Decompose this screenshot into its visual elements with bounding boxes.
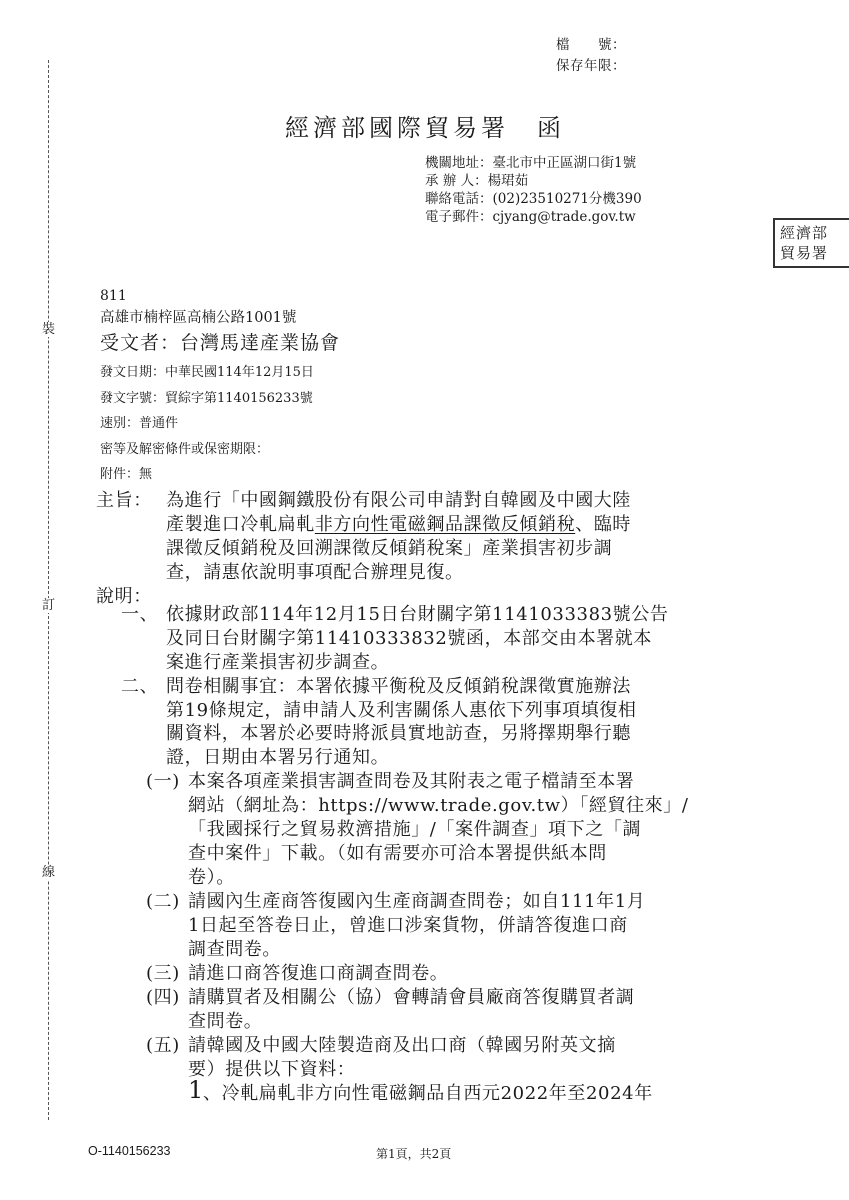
sub-item-2-line-1: 請國內生產商答復國內生產商調查問卷；如自111年1月 bbox=[188, 891, 646, 912]
sub-item-2-marker: (二) bbox=[146, 891, 180, 912]
item-2-line-4: 證，日期由本署另行通知。 bbox=[166, 747, 390, 768]
sub-item-1-line-5: 卷）。 bbox=[188, 867, 235, 888]
recipient-name: 受文者：台灣馬達產業協會 bbox=[100, 332, 341, 354]
contact-address: 機關地址：臺北市中正區湖口街1號 bbox=[425, 155, 637, 171]
item-1-marker: 一、 bbox=[121, 604, 159, 625]
attachment: 附件：無 bbox=[100, 467, 153, 482]
margin-label-line: 線 bbox=[41, 865, 55, 880]
sub-item-2-line-2: 1日起至答卷日止，曾進口涉案貨物，併請答復進口商 bbox=[188, 915, 628, 936]
document-number: 發文字號：貿綜字第1140156233號 bbox=[100, 391, 313, 406]
sub-item-1-line-1: 本案各項產業損害調查問卷及其附表之電子檔請至本署 bbox=[188, 771, 635, 792]
item-1-line-3: 案進行產業損害初步調查。 bbox=[166, 652, 390, 673]
contact-email: 電子郵件：cjyang@trade.gov.tw bbox=[425, 209, 636, 225]
sub-item-5-marker: (五) bbox=[146, 1035, 180, 1056]
sub-item-3-line-1: 請進口商答復進口商調查問卷。 bbox=[188, 963, 449, 984]
binding-margin-line bbox=[48, 60, 49, 1120]
sub-item-3-marker: (三) bbox=[146, 963, 180, 984]
subject-line-3: 課徵反傾銷稅及回溯課徵反傾銷稅案」產業損害初步調 bbox=[166, 538, 613, 559]
sub-item-5-line-1: 請韓國及中國大陸製造商及出口商（韓國另附英文摘 bbox=[188, 1035, 616, 1056]
item-2-line-1: 問卷相關事宜：本署依據平衡稅及反傾銷稅課徵實施辦法 bbox=[166, 676, 631, 697]
product-name-underlined: 非方向性電磁鋼品課徵反傾銷稅 bbox=[314, 514, 576, 535]
sub-item-5-line-2: 要）提供以下資料： bbox=[188, 1059, 356, 1080]
secrecy-level: 密等及解密條件或保密期限： bbox=[100, 442, 270, 457]
margin-label-binding: 裝 bbox=[41, 322, 55, 337]
item-2-line-2: 第19條規定，請申請人及利害關係人惠依下列事項填復相 bbox=[166, 700, 637, 721]
item-2-marker: 二、 bbox=[121, 676, 159, 697]
margin-label-order: 訂 bbox=[41, 598, 55, 613]
recipient-address: 高雄市楠梓區高楠公路1001號 bbox=[100, 310, 297, 326]
seal-line-1: 經濟部 bbox=[780, 224, 829, 242]
sub-item-1-line-4: 查中案件」下載。（如有需要亦可洽本署提供紙本問 bbox=[188, 843, 607, 864]
subject-label: 主旨： bbox=[96, 490, 152, 511]
footer-doc-code: O-1140156233 bbox=[88, 1144, 171, 1158]
item-2-line-3: 關資料，本署於必要時將派員實地訪查，另將擇期舉行聽 bbox=[166, 723, 631, 744]
sub-item-4-line-1: 請購買者及相關公（協）會轉請會員廠商答復購買者調 bbox=[188, 987, 635, 1008]
postal-code: 811 bbox=[100, 288, 127, 304]
file-number-label: 檔 號： bbox=[556, 37, 626, 53]
retention-label: 保存年限： bbox=[556, 58, 626, 74]
contact-handler: 承 辦 人：楊珺茹 bbox=[425, 173, 529, 189]
contact-phone: 聯絡電話：(02)23510271分機390 bbox=[425, 191, 642, 207]
footer-page-number: 第1頁，共2頁 bbox=[376, 1147, 452, 1161]
seal-line-2: 貿易署 bbox=[780, 244, 829, 262]
agency-seal bbox=[773, 218, 849, 268]
sub-item-4-marker: (四) bbox=[146, 987, 180, 1008]
document-title: 經濟部國際貿易署 函 bbox=[285, 114, 565, 142]
sub-item-4-line-2: 查問卷。 bbox=[188, 1011, 263, 1032]
sub-item-2-line-3: 調查問卷。 bbox=[188, 939, 281, 960]
subject-line-4: 查，請惠依說明事項配合辦理見復。 bbox=[166, 562, 464, 583]
sub-item-1-line-2: 網站（網址為：https://www.trade.gov.tw）「經貿往來」/ bbox=[188, 795, 689, 816]
sub-item-1-marker: (一) bbox=[146, 771, 180, 792]
subject-line-2: 產製進口冷軋扁軋非方向性電磁鋼品課徵反傾銷稅、臨時 bbox=[166, 514, 632, 535]
delivery-speed: 速別：普通件 bbox=[100, 416, 179, 431]
issue-date: 發文日期：中華民國114年12月15日 bbox=[100, 365, 314, 380]
point-1-marker: 1 bbox=[188, 1076, 204, 1104]
sub-item-1-line-3: 「我國採行之貿易救濟措施」/「案件調查」項下之「調 bbox=[188, 819, 642, 840]
item-1-line-1: 依據財政部114年12月15日台財關字第1141033383號公告 bbox=[166, 604, 669, 625]
subject-line-1: 為進行「中國鋼鐵股份有限公司申請對自韓國及中國大陸 bbox=[166, 490, 631, 511]
item-1-line-2: 及同日台財關字第11410333832號函，本部交由本署就本 bbox=[166, 628, 652, 649]
point-1-line-1: 、冷軋扁軋非方向性電磁鋼品自西元2022年至2024年 bbox=[203, 1083, 653, 1104]
explanation-label: 說明： bbox=[96, 586, 152, 607]
